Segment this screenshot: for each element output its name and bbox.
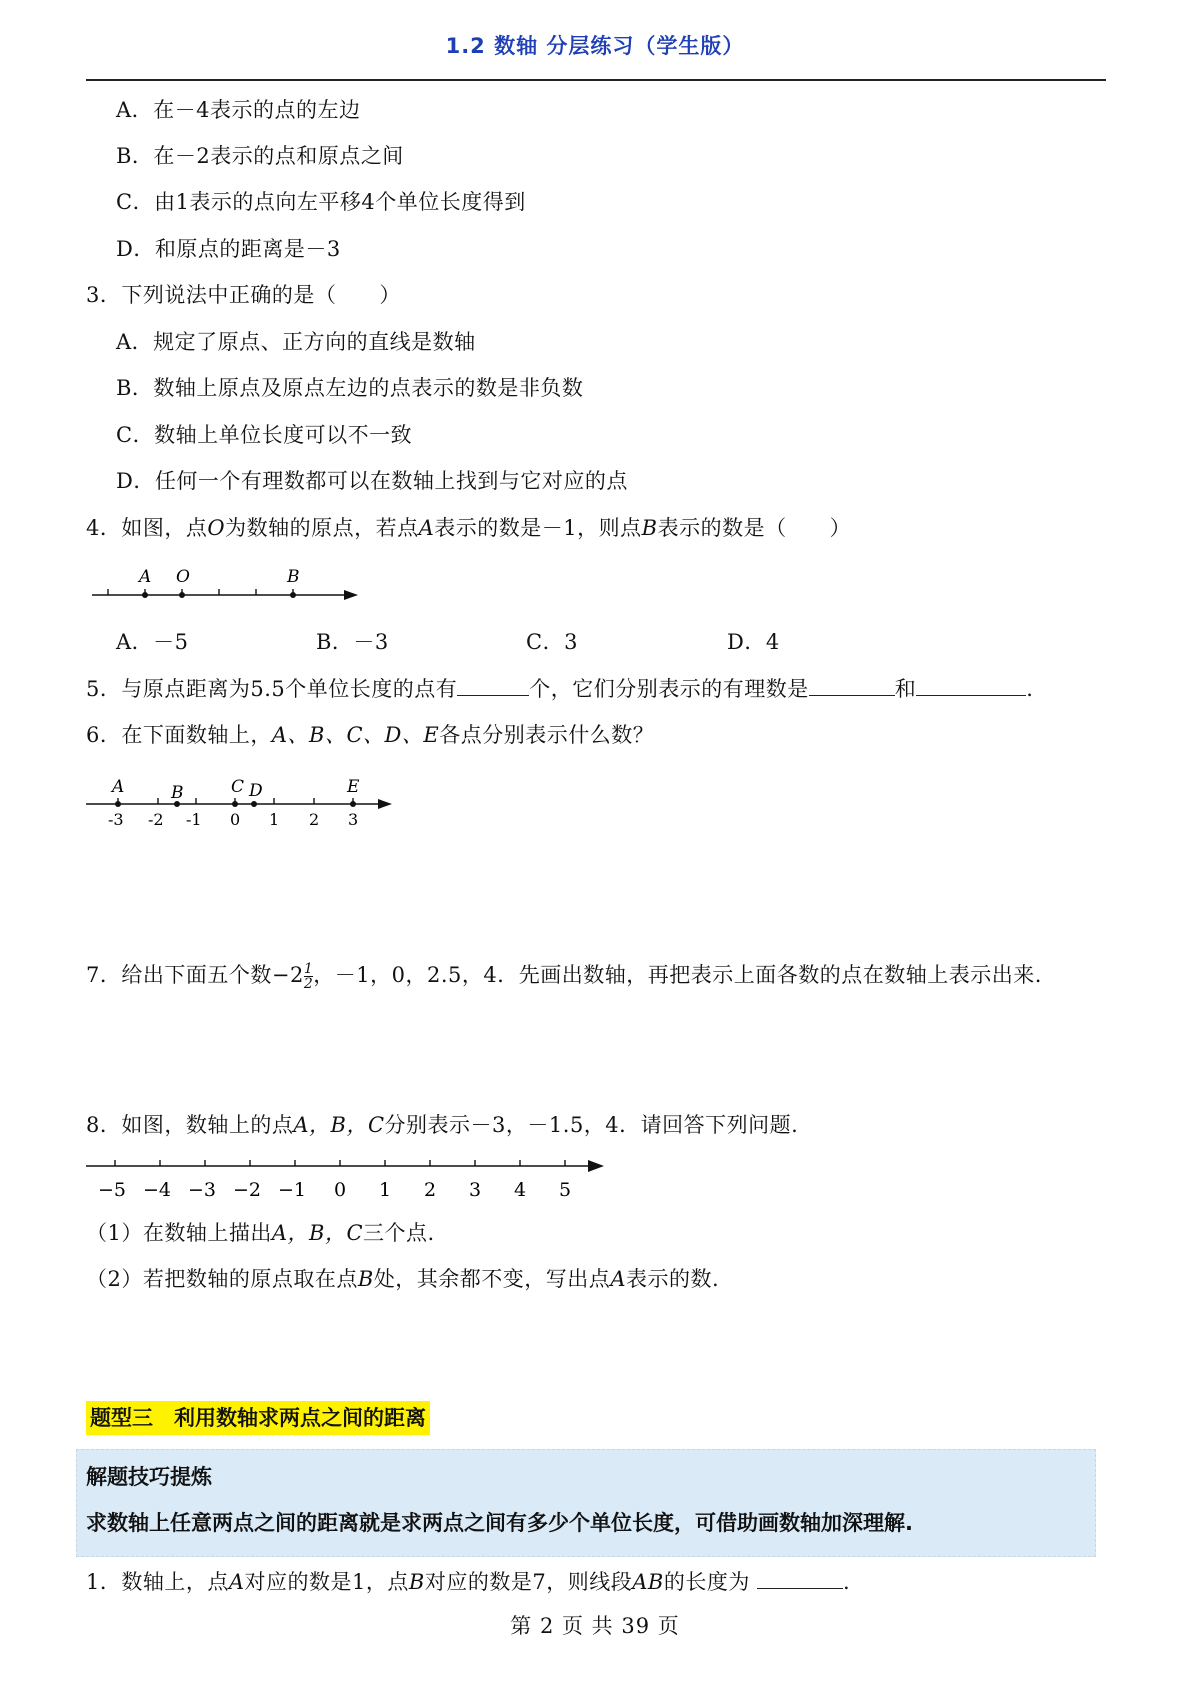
q7-fraction [304,962,313,991]
q2-option-d: D．和原点的距离是－3 [116,237,341,261]
q8-sub1 [86,1218,435,1248]
q6-label-d: D [249,781,263,801]
q6-label-a: A [112,777,125,797]
q4-point-o [179,592,185,598]
s3q1-mid1: 对应的数是1，点 [244,1570,409,1594]
s3q1-post: 的长度为 [663,1570,750,1594]
q4-option-a: A．－5 [116,630,189,654]
q6-label-c: C [231,777,245,797]
q4-stem [86,513,851,543]
q8-sub2-pre: （2）若把数轴的原点取在点 [86,1267,358,1291]
q3-option-b: B．数轴上原点及原点左边的点表示的数是非负数 [116,376,584,400]
q8-tick-label: 0 [334,1179,347,1201]
q4-option-d: D．4 [727,630,780,654]
s3q1-blank[interactable] [757,1566,843,1589]
q8-tick-label: −5 [98,1179,127,1201]
q7-frac-num: 1 [303,961,314,977]
q4-stem-pre: 4．如图，点 [86,516,208,540]
s3-q1 [86,1566,850,1597]
q7-post: ，－1，0，2.5，4．先画出数轴，再把表示上面各数的点在数轴上表示出来. [313,963,1042,987]
q6-tick-label: 3 [348,810,359,829]
q3-option-c: C．数轴上单位长度可以不一致 [116,423,413,447]
q8-axis-arrow [588,1160,604,1172]
q8-sub1-points: A，B，C [271,1221,364,1245]
q7-pre: 7．给出下面五个数−2 [86,963,304,987]
q8-tick-label: 2 [424,1179,437,1201]
q8-tick-label: 3 [469,1179,482,1201]
q8-tick-label: −4 [143,1179,172,1201]
q5-blank-second[interactable] [916,673,1026,696]
q8-tick-label: 4 [514,1179,527,1201]
q4-point-a [142,592,148,598]
q6-stem [86,720,654,750]
q8-points: A，B，C [293,1113,385,1137]
q4-var-a: A [418,516,435,540]
q8-sub2 [86,1264,719,1294]
s3q1-mid2: 对应的数是7，则线段 [424,1570,633,1594]
q6-tick-label: -2 [148,810,164,829]
q8-number-line-figure [82,1150,612,1210]
q6-pre: 6．在下面数轴上， [86,723,272,747]
q6-tick-label: 2 [309,810,320,829]
s3q1-end: . [843,1570,851,1594]
s3q1-a: A [228,1570,245,1594]
q2-option-c: C．由1表示的点向左平移4个单位长度得到 [116,190,526,214]
q6-tick-label: 0 [230,810,241,829]
q8-tick-label: 5 [559,1179,572,1201]
q8-tick-label: 1 [379,1179,392,1201]
q4-var-b: B [641,516,658,540]
q5-blank-first[interactable] [809,673,895,696]
q3-stem: 3．下列说法中正确的是（ ） [86,283,401,307]
tip-heading: 解题技巧提炼 [86,1465,212,1489]
q4-stem-end: 表示的数是（ ） [657,516,852,540]
q6-point-c [232,801,238,807]
q2-option-b: B．在－2表示的点和原点之间 [116,144,404,168]
tip-box [76,1449,1096,1557]
q6-number-line-figure [82,772,402,834]
q6-label-e: E [347,777,360,797]
header-rule [86,79,1106,81]
q8-sub2-a: A [610,1267,626,1291]
q8-pre: 8．如图，数轴上的点 [86,1113,294,1137]
q6-tick-label: -3 [108,810,124,829]
tip-body: 求数轴上任意两点之间的距离就是求两点之间有多少个单位长度，可借助画数轴加深理解. [86,1511,913,1535]
q6-point-a [115,801,121,807]
q5-blank-count[interactable] [457,673,529,696]
page-header-title: 1.2 数轴 分层练习（学生版） [445,34,745,58]
s3q1-b: B [408,1570,425,1594]
q5-end: . [1026,677,1034,701]
q4-option-c: C．3 [526,630,578,654]
q4-number-line-figure [86,560,366,610]
q6-tick-label: 1 [269,810,280,829]
q5-mid: 个，它们分别表示的有理数是 [529,677,809,701]
q8-tick-label: −2 [233,1179,262,1201]
q4-var-o: O [207,516,226,540]
q7-line [86,960,1042,991]
q8-post: 分别表示－3，－1.5，4．请回答下列问题. [384,1113,799,1137]
q8-sub2-mid: 处，其余都不变，写出点 [373,1267,611,1291]
s3q1-pre: 1．数轴上，点 [86,1570,229,1594]
q8-stem [86,1110,798,1140]
q4-option-b: B．－3 [316,630,389,654]
q6-label-b: B [171,783,184,803]
q8-sub1-post: 三个点. [363,1221,435,1245]
q6-post: 各点分别表示什么数？ [439,723,655,747]
q6-point-d [251,801,257,807]
q4-label-o: O [176,567,190,587]
q4-stem-mid2: 表示的数是－1，则点 [434,516,642,540]
q6-points: A、B、C、D、E [271,723,440,747]
q3-option-a: A．规定了原点、正方向的直线是数轴 [116,330,476,354]
q5-and: 和 [894,677,917,701]
q6-tick-label: -1 [186,810,202,829]
q4-label-b: B [287,567,300,587]
q8-sub2-b: B [357,1267,374,1291]
q8-sub2-post: 表示的数. [625,1267,720,1291]
q3-option-d: D．任何一个有理数都可以在数轴上找到与它对应的点 [116,469,628,493]
q8-sub1-pre: （1）在数轴上描出 [86,1221,272,1245]
q4-stem-mid1: 为数轴的原点，若点 [225,516,419,540]
s3q1-ab: AB [632,1570,664,1594]
q5-line [86,673,1033,704]
q8-tick-label: −1 [278,1179,307,1201]
q2-option-a: A．在－4表示的点的左边 [116,98,361,122]
q7-frac-den: 2 [303,976,314,992]
q5-pre: 5．与原点距离为5.5个单位长度的点有 [86,677,458,701]
q4-axis-arrow [344,590,358,600]
q8-tick-label: −3 [188,1179,217,1201]
q4-label-a: A [139,567,152,587]
q6-axis-arrow [378,799,392,809]
page-footer: 第 2 页 共 39 页 [510,1614,680,1638]
q4-point-b [290,592,296,598]
q6-point-e [350,801,356,807]
section-title: 题型三 利用数轴求两点之间的距离 [86,1401,430,1435]
